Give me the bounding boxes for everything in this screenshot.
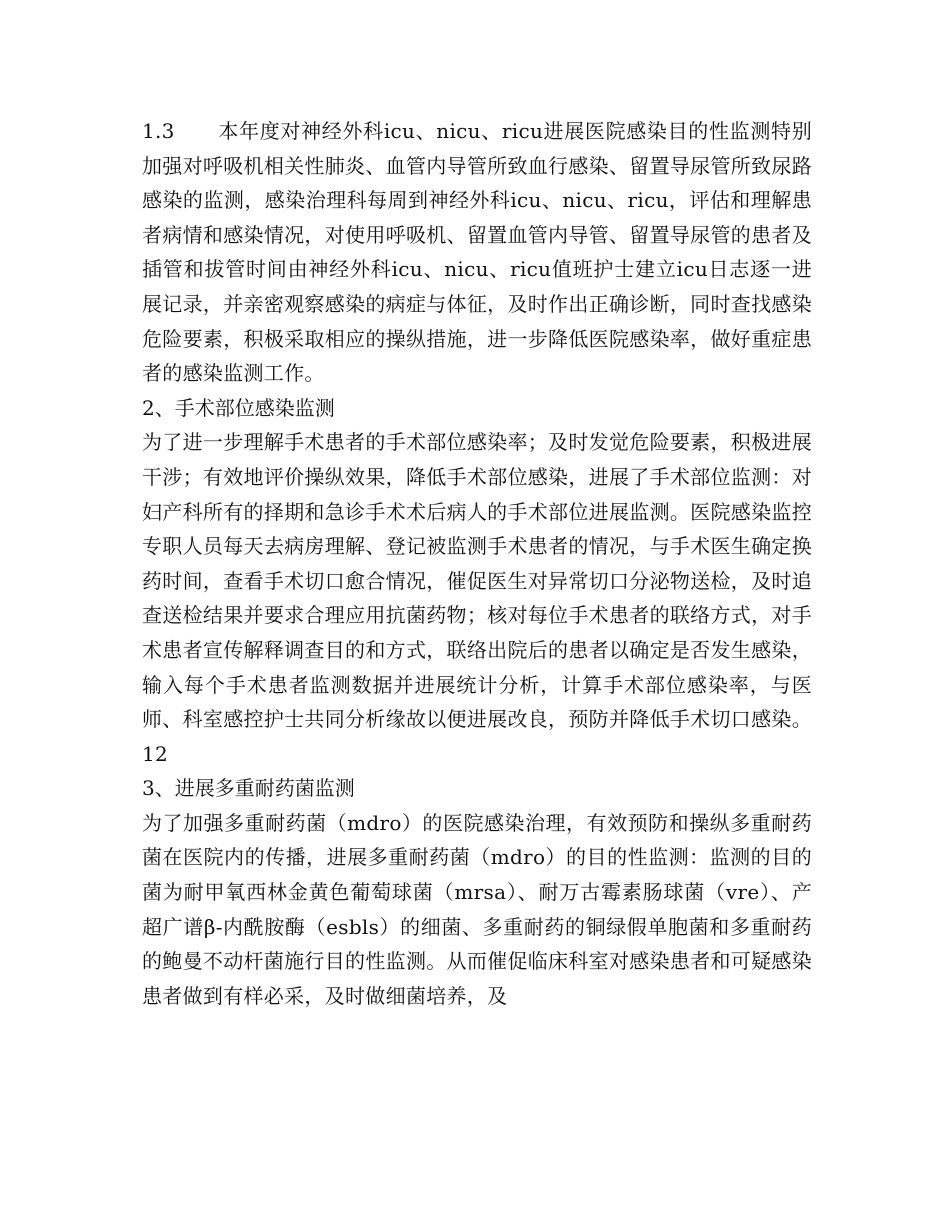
section-3-heading: 3、进展多重耐药菌监测	[142, 776, 355, 801]
section-1-3-text: 本年度对神经外科icu、nicu、ricu进展医院感染目的性监测特别加强对呼吸机相关性肺炎、血管内导管所致血行感染、留置导尿管所致尿路感染的监测，感染治理科每周到神经外科icu、nicu、ricu，评估和理解患者病情和感染情况，对使用呼吸机、留置血管内导管、留置导尿管的患者及插管和拔管时间由神经外科icu、nicu、ricu值班护士建立icu日志逐一进展记录，并亲密观察感染的病症与体征，及时作出正确诊断，同时查找感染危险要素，积极采取相应的操纵措施，进一步降低医院感染率，做好重症患者的感染监测工作。	[142, 119, 812, 386]
section-2-paragraph: 为了进一步理解手术患者的手术部位感染率；及时发觉危险要素，积极进展干涉；有效地评价操纵效果，降低手术部位感染，进展了手术部位监测：对妇产科所有的择期和急诊手术术后病人的手术部位进展监测。医院感染监控专职人员每天去病房理解、登记被监测手术患者的情况，与手术医生确定换药时间，查看手术切口愈合情况，催促医生对异常切口分泌物送检，及时追查送检结果并要求合理应用抗菌药物；核对每位手术患者的联络方式，对手术患者宣传解释调查目的和方式，联络出院后的患者以确定是否发生感染，输入每个手术患者监测数据并进展统计分析，计算手术部位感染率，与医师、科室感控护士共同分析缘故以便进展改良，预防并降低手术切口感染。12	[142, 430, 812, 766]
document-body	[142, 114, 812, 1013]
section-1-3-paragraph	[142, 114, 812, 391]
section-1-3-number: 1.3	[142, 119, 175, 143]
section-2-heading: 2、手术部位感染监测	[142, 395, 335, 420]
section-3-paragraph: 为了加强多重耐药菌（mdro）的医院感染治理，有效预防和操纵多重耐药菌在医院内的传播，进展多重耐药菌（mdro）的目的性监测：监测的目的菌为耐甲氧西林金黄色葡萄球菌（mrsa）、耐万古霉素肠球菌（vre）、产超广谱β-内酰胺酶（esbls）的细菌、多重耐药的铜绿假单胞菌和多重耐药的鲍曼不动杆菌施行目的性监测。从而催促临床科室对感染患者和可疑感染患者做到有样必采，及时做细菌培养，及	[142, 810, 812, 1008]
